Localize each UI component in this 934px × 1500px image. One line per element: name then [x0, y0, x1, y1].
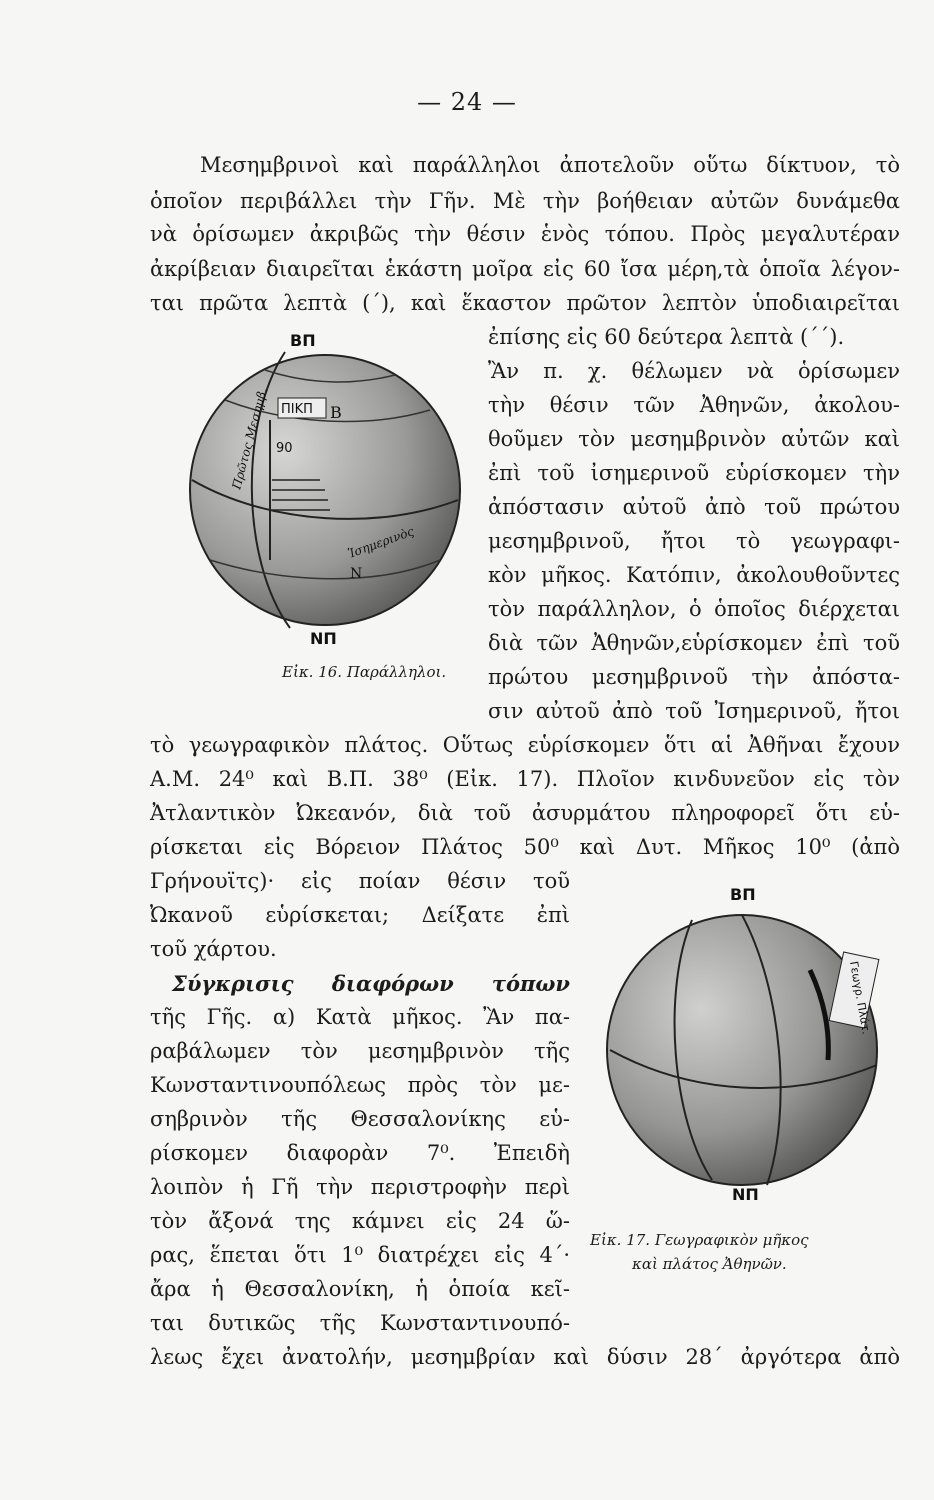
- globe-16-n-label: Ν: [350, 566, 363, 582]
- text-line: μεσημβρινοῦ, ἤτοι τὸ γεωγραφι-: [488, 529, 900, 553]
- text-line: τοῦ χάρτου.: [150, 937, 277, 961]
- globe-16-equator-label: Ἰσημερινὸς: [346, 524, 416, 561]
- globe-16-drawing: [180, 330, 470, 650]
- text-line: ἐπὶ τοῦ ἰσημερινοῦ εὑρίσκομεν τὴν: [488, 461, 900, 485]
- globe-17-box-label: Γεωγρ. Πλάτ.: [847, 960, 873, 1036]
- text-line: σιν αὐτοῦ ἀπὸ τοῦ Ἰσημερινοῦ, ἤτοι: [488, 699, 900, 723]
- text-line: ται δυτικῶς τῆς Κωνσταντινουπό-: [150, 1311, 570, 1335]
- text-line: κὸν μῆκος. Κατόπιν, ἀκολουθοῦντες: [488, 563, 900, 587]
- globe-16-degrees-label: 90: [276, 441, 293, 456]
- text-line: θοῦμεν τὸν μεσημβρινὸν αὐτῶν καὶ: [488, 427, 900, 451]
- text-line: ρας, ἕπεται ὅτι 1⁰ διατρέχει εἰς 4΄·: [150, 1243, 570, 1267]
- text-line: Μεσημβρινοὶ καὶ παράλληλοι ἀποτελοῦν οὕτω δίκτυον, τὸ: [200, 153, 900, 177]
- text-line: ἀπόστασιν αὐτοῦ ἀπὸ τοῦ πρώτου: [488, 495, 900, 519]
- globe-17-sphere: [607, 915, 877, 1185]
- section-heading: Σύγκρισις διαφόρων τόπων: [172, 971, 570, 996]
- globe-16-top-box-label: ΠΙΚΠ: [281, 402, 313, 417]
- text-line: ρίσκεται εἰς Βόρειον Πλάτος 50⁰ καὶ Δυτ. Μῆκος 10⁰ (ἀπὸ: [150, 835, 900, 859]
- globe-16-b-label: Β: [330, 403, 342, 422]
- globe-16-north-label: ΒΠ: [290, 331, 316, 350]
- globe-16-south-label: ΝΠ: [310, 629, 337, 648]
- text-line: ἐπίσης εἰς 60 δεύτερα λεπτὰ (΄΄).: [488, 325, 845, 349]
- text-line: ἄρα ἡ Θεσσαλονίκη, ἡ ὁποία κεῖ-: [150, 1277, 570, 1301]
- text-line: σηβρινὸν τῆς Θεσσαλονίκης εὑ-: [150, 1107, 570, 1131]
- text-line: λεως ἔχει ἀνατολήν, μεσημβρίαν καὶ δύσιν 28΄ ἀργότερα ἀπὸ: [150, 1345, 900, 1369]
- text-line: ρίσκομεν διαφορὰν 7⁰. Ἐπειδὴ: [150, 1141, 570, 1165]
- text-line: τῆς Γῆς. α) Κατὰ μῆκος. Ἂν πα-: [150, 1005, 570, 1029]
- text-line: διὰ τῶν Ἀθηνῶν,εὑρίσκομεν ἐπὶ τοῦ: [488, 631, 900, 655]
- text-line: ὁποῖον περιβάλλει τὴν Γῆν. Μὲ τὴν βοήθειαν αὐτῶν δυνάμεθα: [150, 189, 900, 213]
- text-line: Ὠκανοῦ εὑρίσκεται; Δείξατε ἐπὶ: [150, 903, 570, 927]
- globe-17-drawing: [592, 880, 892, 1205]
- text-line: Ἂν π. χ. θέλωμεν νὰ ὁρίσωμεν: [488, 359, 900, 383]
- globe-figure-16: [180, 330, 470, 650]
- text-line: τὴν θέσιν τῶν Ἀθηνῶν, ἀκολου-: [488, 393, 900, 417]
- text-line: Κωνσταντινουπόλεως πρὸς τὸν με-: [150, 1073, 570, 1097]
- globe-17-south-label: ΝΠ: [732, 1185, 759, 1204]
- text-line: πρώτου μεσημβρινοῦ τὴν ἀπόστα-: [488, 665, 900, 689]
- globe-17-north-label: ΒΠ: [730, 885, 756, 904]
- text-line: τὸν ἄξονά της κάμνει εἰς 24 ὥ-: [150, 1209, 570, 1233]
- figure-16-caption: Εἰκ. 16. Παράλληλοι.: [282, 663, 447, 681]
- text-line: τὸ γεωγραφικὸν πλάτος. Οὕτως εὑρίσκομεν ὅτι αἱ Ἀθῆναι ἔχουν: [150, 733, 900, 757]
- figure-17-caption-line1: Εἰκ. 17. Γεωγραφικὸν μῆκος: [590, 1231, 809, 1249]
- text-line: ἀκρίβειαν διαιρεῖται ἑκάστη μοῖρα εἰς 60 ἴσα μέρη,τὰ ὁποῖα λέγον-: [150, 257, 900, 281]
- figure-17-caption-line2: καὶ πλάτος Ἀθηνῶν.: [632, 1255, 787, 1273]
- page-number: — 24 —: [417, 88, 517, 116]
- text-line: τὸν παράλληλον, ὁ ὁποῖος διέρχεται: [488, 597, 900, 621]
- text-line: Α.Μ. 24⁰ καὶ Β.Π. 38⁰ (Εἰκ. 17). Πλοῖον κινδυνεῦον εἰς τὸν: [150, 767, 900, 791]
- text-line: ται πρῶτα λεπτὰ (΄), καὶ ἕκαστον πρῶτον λεπτὸν ὑποδιαιρεῖται: [150, 291, 900, 315]
- text-line: νὰ ὁρίσωμεν ἀκριβῶς τὴν θέσιν ἑνὸς τόπου. Πρὸς μεγαλυτέραν: [150, 222, 900, 246]
- text-line: Γρήνουϊτς)· εἰς ποίαν θέσιν τοῦ: [150, 869, 570, 893]
- globe-16-meridian-label: Πρῶτος Μεσημβ.: [229, 386, 270, 491]
- text-line: ραβάλωμεν τὸν μεσημβρινὸν τῆς: [150, 1039, 570, 1063]
- globe-figure-17: [592, 880, 892, 1205]
- text-line: λοιπὸν ἡ Γῆ τὴν περιστροφὴν περὶ: [150, 1175, 570, 1199]
- text-line: Ἀτλαντικὸν Ὠκεανόν, διὰ τοῦ ἀσυρμάτου πληροφορεῖ ὅτι εὑ-: [150, 801, 900, 825]
